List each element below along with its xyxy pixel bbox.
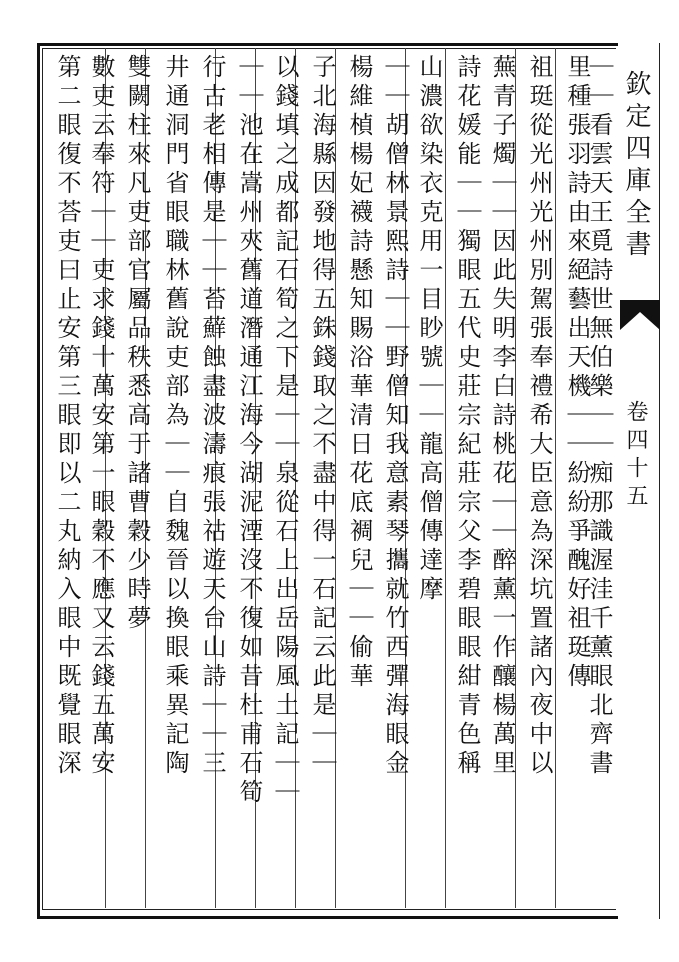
fish-tail-ornament [620,300,660,330]
text-column-4: 蕪青子燭｜｜因此失明李白詩桃花｜｜醉薰一作釀楊萬里 [488,54,516,779]
text-column-7: ｜｜胡僧林景熙詩｜｜野僧知我意素琴攜就竹西彈海眼金 [381,54,409,779]
text-column-10: 以錢填之成都記石筍之下是｜｜泉從石上出岳陽風土記｜｜ [271,54,299,808]
text-column-8: 楊維楨楊妃襪詩懸知賜浴華清日花底裯兒｜｜偷華 [345,54,373,692]
text-column-9: 子北海縣因發地得五銖錢取之不盡中得一石記云此是｜｜ [308,54,336,779]
text-column-6: 山濃欲染衣克用一目眇號｜｜龍高僧傳達摩 [415,54,443,605]
text-column-16: 第二眼復不荅吏曰止安第三眼即以二丸納入眼中既覺眼深 [53,54,81,779]
margin-volume: 卷四十五 [623,400,648,512]
text-column-12: 行古老相傳是｜｜苔蘚蝕盡波濤痕張祜遊天台山詩｜｜三 [198,54,226,779]
text-column-15: 數吏云奉符｜｜吏求錢十萬安第一眼穀不應又云錢五萬安 [87,54,115,779]
text-column-2: 里種張羽詩由來絕藝出天機｜｜紛紛爭醜好祖珽傳 [563,54,591,692]
text-column-5: 詩花媛能｜｜獨眼五代史莊宗紀莊宗父李碧眼眼紺青色稱 [453,54,481,779]
text-column-14: 雙闕柱來凡吏部官屬品秩悉高于諸曹穀少時夢 [123,54,151,634]
text-column-3: 祖珽從光州光州別駕張奉禮希大臣意為深坑置諸內夜中以 [525,54,553,779]
text-column-11: ｜｜池在嵩州夾舊道潛通江海今湖泥湮沒不復如昔杜甫石筍 [235,54,263,808]
text-column-13: 井通洞門省眼職林舊說吏部為｜｜自魏晉以換眼乘異記陶 [161,54,189,779]
margin-title: 欽定四庫全書 [621,70,651,262]
text-column-1: ｜｜看雲天王覓詩世無伯樂｜｜痴那識渥洼千薰眼北齊書 [585,54,613,779]
